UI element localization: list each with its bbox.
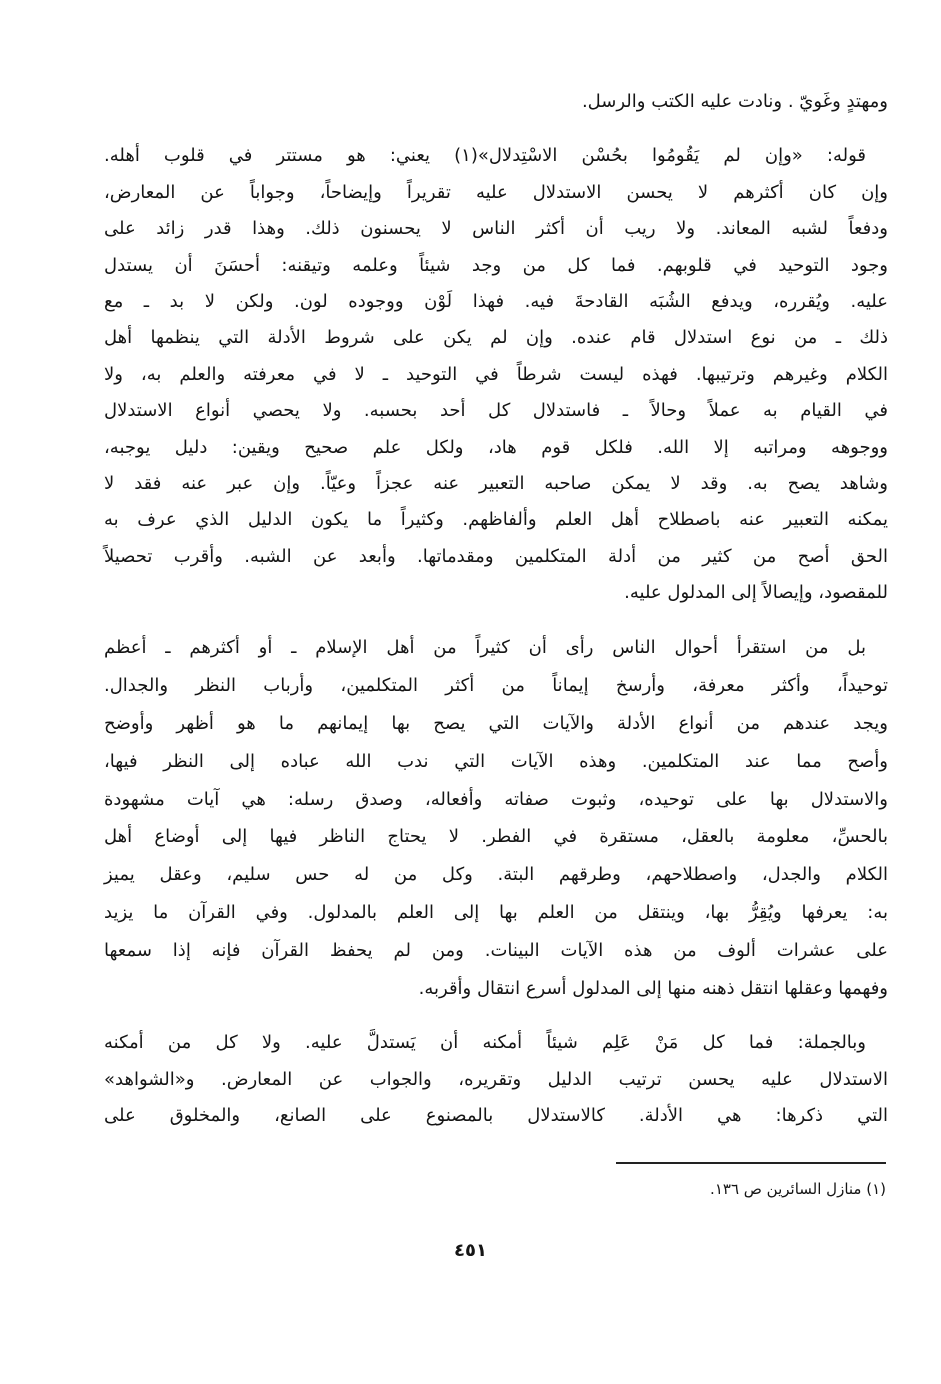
text-line: والاستدلال بها على توحيده، وثبوت صفاته وأفعاله، وصدق رسله: هي آيات مشهودة [104,788,888,810]
text-line: على عشرات ألوف من هذه الآيات البينات. ومن لم يحفظ القرآن فإنه إذا سمعها [104,939,888,961]
text-line: بل من استقرأ أحوال الناس رأى أن كثيراً من أهل الإسلام ـ أو أكثرهم ـ أعظم [104,637,866,659]
text-line: وشاهد يصح به. وقد لا يمكن صاحبه التعبير عنه عجزاً وعيّاً. وإن عبر عنه فقد لا [104,472,888,494]
text-line: وبالجملة: فما كل مَنْ عَلِم شيئاً أمكنه أن يَستدلَّ عليه. ولا كل من أمكنه [104,1032,866,1054]
text-line: يمكنه التعبير عنه باصطلاح أهل العلم وألفاظهم. وكثيراً ما يكون الدليل الذي عرف به [104,509,888,531]
text-line: في القيام به عملاً وحالاً ـ فاستدلال كل أحد بحسبه. ولا يحصي أنواع الاستدلال [104,400,888,422]
text-line: قوله: «وإن لم يَقُومُوا بحُسْن الاسْتِدلال»(١) يعني: هو مستتر في قلوب أهله. [104,145,866,167]
text-line: بالحسِّ، معلومة بالعقل، مستقرة في الفطر. لا يحتاج الناظر فيها إلى أوضاع أهل [104,826,888,848]
paragraph [104,1025,888,1134]
text-line: ودفعاً لشبه المعاند. ولا ريب أن أكثر الناس لا يحسنون ذلك. وهذا قدر زائد على [104,218,888,240]
paragraph [104,138,888,611]
text-line: وإن كان أكثرهم لا يحسن الاستدلال عليه تقريراً وإيضاحاً، وجواباً عن المعارض، [104,181,888,203]
top-line: ومهتدٍ وغَويّ . ونادت عليه الكتب والرسل. [581,91,888,112]
text-line: وأصح مما عند المتكلمين. وهذه الآيات التي ندب الله عباده إلى النظر فيها، [104,750,888,772]
text-line: الحق أصح من كثير من أدلة المتكلمين ومقدماتها. وأبعد عن الشبه. وأقرب تحصيلاً [104,545,888,567]
text-line: الاستدلال عليه يحسن ترتيب الدليل وتقريره، والجواب عن المعارض. و«الشواهد» [104,1068,888,1090]
text-line: الكلام وغيرهم وترتيبها. فهذه ليست شرطاً في التوحيد ـ لا في معرفته والعلم به، ولا [104,363,888,385]
text-line: للمقصود، وإيصالاً إلى المدلول عليه. [624,582,888,604]
text-line: ذلك ـ من نوع استدلال قام عنده. وإن لم يكن على شروط الأدلة التي ينظمها أهل [104,327,888,349]
paragraph [104,629,888,1007]
text-line: توحيداً، وأكثر معرفة، وأرسخ إيماناً من أكثر المتكلمين، وأرباب النظر والجدال. [104,675,888,697]
text-line: به: يعرفها ويُقِرُّ بها، وينتقل من العلم بها إلى العلم بالمدلول. وفي القرآن ما يزيد [104,902,888,924]
text-line: وفهمها وعقلها انتقل ذهنه منها إلى المدلول أسرع انتقال وأقربه. [418,977,888,999]
text-line: وجود التوحيد في قلوبهم. فما كل من وجد شيئاً وعلمه وتيقنه: أحسَنَ أن يستدل [104,254,888,276]
text-line: الكلام والجدل، واصطلاحهم، وطرقهم البتة. وكل من له حس سليم، وعقل يميز [104,864,888,886]
text-line: عليه. ويُقرره، ويدفع الشُبَه القادحةَ فيه. فهذا لَوْن ووجوده لون. ولكن لا بد ـ مع [104,290,888,312]
page-number: ٤٥١ [454,1240,487,1261]
text-line: التي ذكرها: هي الأدلة. كالاستدلال بالمصنوع على الصانع، والمخلوق على [104,1105,888,1127]
footnote: (١) منازل السائرين ص ١٣٦. [710,1180,886,1198]
text-line: ويجد عندهم من أنواع الأدلة والآيات التي يصح بها إيمانهم ما هو أظهر وأوضح [104,713,888,735]
footnote-divider [616,1162,886,1164]
page-body [104,84,888,1135]
text-line: ووجوهه ومراتبه إلا الله. فلكل قوم هاد، ولكل علم صحيح ويقين: دليل يوجبه، [104,436,888,458]
